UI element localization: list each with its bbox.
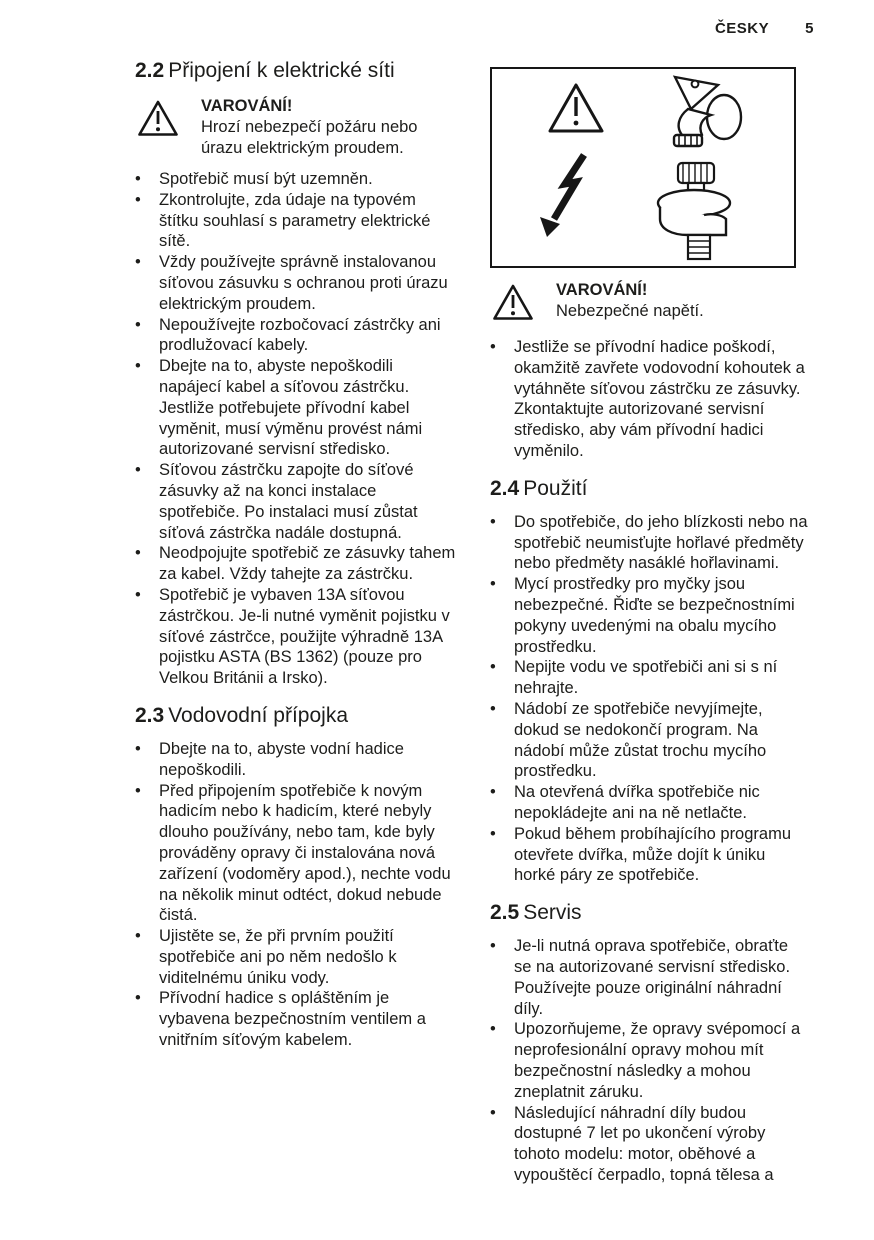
list-item (490, 824, 810, 886)
bullet-icon: • (135, 461, 141, 480)
bullet-icon: • (135, 927, 141, 946)
list-item (490, 699, 810, 782)
list-item (490, 1019, 810, 1102)
left-column (135, 58, 459, 1051)
section-title: Vodovodní přípojka (168, 703, 349, 727)
list-item (135, 543, 459, 585)
bullet-text: Před připojením spotřebiče k novým hadicím nebo k hadicím, které nebyly dlouho používány, nebo tam, kde byly prováděny opravy či instalována nová zařízení (vodoměry apod.), nechte vodu na několik minut odtéct, dokud nebude čistá. (159, 781, 451, 925)
water-tap-icon (674, 77, 741, 146)
bullet-text: Dbejte na to, abyste nepoškodili napájecí kabel a síťovou zástrčku. Jestliže potřebujete přívodní kabel vyměnit, musí výměnu provést námi autorizované servisní středisko. (159, 357, 423, 459)
bullet-icon: • (135, 739, 141, 758)
section-heading-2-5 (490, 900, 810, 926)
warning-block-fire (135, 96, 459, 159)
section-number: 2.3 (135, 703, 165, 727)
bullet-icon: • (135, 544, 141, 563)
inlet-hose-icon (658, 163, 730, 259)
list-item (135, 988, 459, 1050)
section-number: 2.4 (490, 476, 520, 500)
bullet-text: Spotřebič je vybaven 13A síťovou zástrčkou. Je-li nutné vyměnit pojistku v síťové zástrčce, použijte výhradně 13A pojistku ASTA (BS 1362) (pouze pro Velkou Británii a Irsko). (159, 585, 450, 688)
list-item (135, 252, 459, 314)
bullet-text: Neodpojujte spotřebič ze zásuvky tahem za kabel. Vždy tahejte za zástrčku. (159, 544, 456, 584)
section-heading-2-2 (135, 58, 459, 84)
bullet-text: Pokud během probíhajícího programu otevřete dvířka, může dojít k úniku horké páry ze spotřebiče. (514, 824, 792, 885)
language-label: ČESKY (714, 20, 770, 37)
list-item (490, 574, 810, 657)
list-item (135, 190, 459, 252)
bullet-icon: • (490, 824, 496, 843)
bullet-icon: • (135, 190, 141, 209)
page-number: 5 (805, 20, 814, 37)
bullet-icon: • (490, 1020, 496, 1039)
warning-title: VAROVÁNÍ! (556, 281, 648, 299)
bullet-icon: • (135, 315, 141, 334)
bullet-icon: • (490, 338, 496, 356)
bullet-list-water (135, 739, 459, 1051)
section-title: Připojení k elektrické síti (168, 59, 395, 82)
list-item (490, 936, 810, 1019)
bullet-icon: • (135, 357, 141, 376)
bullet-list-hose-warning (490, 337, 810, 462)
bullet-icon: • (135, 170, 141, 188)
bullet-icon: • (490, 1103, 496, 1122)
list-item (135, 781, 459, 927)
bullet-text: Vždy používejte správně instalovanou síťovou zásuvku s ochranou proti úrazu elektrickým proudem. (159, 253, 448, 313)
high-voltage-icon (540, 155, 584, 237)
bullet-text: Nepoužívejte rozbočovací zástrčky ani prodlužovací kabely. (159, 315, 441, 355)
bullet-icon: • (135, 253, 141, 272)
warning-triangle-icon (550, 85, 602, 131)
bullet-text: Mycí prostředky pro myčky jsou nebezpečné. Řiďte se bezpečnostními pokyny uvedenými na obalu mycího prostředku. (514, 575, 795, 656)
right-column (490, 67, 810, 1186)
bullet-icon: • (490, 512, 496, 531)
section-number: 2.2 (135, 59, 165, 82)
bullet-text: Spotřebič musí být uzemněn. (159, 170, 373, 188)
list-item (135, 926, 459, 988)
bullet-icon: • (135, 585, 141, 604)
bullet-text: Síťovou zástrčku zapojte do síťové zásuvky až na konci instalace spotřebiče. Po instalaci musí zůstat síťová zástrčka nadále dostupná. (159, 461, 418, 542)
warning-triangle-icon (135, 96, 201, 159)
bullet-icon: • (490, 783, 496, 802)
list-item (135, 739, 459, 781)
list-item (490, 337, 810, 462)
bullet-text: Ujistěte se, že při prvním použití spotřebiče ani po něm nedošlo k viditelnému úniku vody. (159, 927, 397, 987)
bullet-text: Jestliže se přívodní hadice poškodí, okamžitě zavřete vodovodní kohoutek a vytáhněte síťovou zástrčku ze zásuvky. Zkontaktujte autorizované servisní středisko, aby vám přívodní hadici vyměnilo. (514, 338, 805, 460)
bullet-list-electrical (135, 169, 459, 689)
bullet-icon: • (490, 937, 496, 956)
bullet-list-use (490, 512, 810, 886)
list-item (135, 585, 459, 689)
list-item (490, 1103, 810, 1186)
bullet-text: Na otevřená dvířka spotřebiče nic nepokládejte ani na ně netlačte. (514, 783, 760, 822)
list-item (135, 169, 459, 190)
bullet-text: Přívodní hadice s opláštěním je vybavena bezpečnostním ventilem a vnitřním síťovým kabelem. (159, 989, 426, 1050)
bullet-text: Do spotřebiče, do jeho blízkosti nebo na spotřebič neumisťujte hořlavé předměty nebo předměty nasáklé hořlavinami. (514, 512, 808, 573)
bullet-text: Je-li nutná oprava spotřebiče, obraťte se na autorizované servisní středisko. Používejte pouze originální náhradní díly. (514, 937, 791, 1018)
bullet-text: Zkontrolujte, zda údaje na typovém štítku souhlasí s parametry elektrické sítě. (159, 190, 431, 251)
section-title: Servis (523, 901, 582, 925)
list-item (135, 315, 459, 357)
warning-text: Nebezpečné napětí. (556, 302, 704, 320)
bullet-text: Dbejte na to, abyste vodní hadice nepoškodili. (159, 739, 404, 779)
bullet-icon: • (490, 699, 496, 718)
list-item (135, 356, 459, 460)
warning-triangle-icon (490, 280, 556, 327)
section-heading-2-3 (135, 703, 459, 729)
list-item (490, 657, 810, 699)
section-number: 2.5 (490, 901, 520, 925)
bullet-icon: • (135, 989, 141, 1008)
bullet-icon: • (135, 781, 141, 800)
bullet-icon: • (490, 575, 496, 594)
bullet-text: Nádobí ze spotřebiče nevyjímejte, dokud se nedokončí program. Na nádobí může zůstat trochu mycího prostředku. (514, 699, 767, 781)
warning-text: Hrozí nebezpečí požáru nebo úrazu elektrickým proudem. (201, 118, 418, 157)
section-heading-2-4 (490, 476, 810, 502)
page-header (715, 20, 814, 37)
warning-title: VAROVÁNÍ! (201, 97, 293, 115)
bullet-icon: • (490, 658, 496, 677)
bullet-text: Nepijte vodu ve spotřebiči ani si s ní nehrajte. (514, 658, 778, 698)
safety-figure-graphic (492, 69, 790, 262)
list-item (490, 782, 810, 824)
bullet-list-service (490, 936, 810, 1186)
bullet-text: Upozorňujeme, že opravy svépomocí a neprofesionální opravy mohou mít bezpečnostní následky a mohou zneplatnit záruku. (514, 1020, 801, 1101)
safety-figure (490, 67, 796, 268)
list-item (490, 512, 810, 574)
bullet-text: Následující náhradní díly budou dostupné 7 let po ukončení výroby tohoto modelu: motor, oběhové a vypouštěcí čerpadlo, topná tělesa a (514, 1103, 774, 1184)
list-item (135, 460, 459, 543)
section-title: Použití (523, 476, 588, 500)
warning-block-voltage (490, 280, 810, 327)
